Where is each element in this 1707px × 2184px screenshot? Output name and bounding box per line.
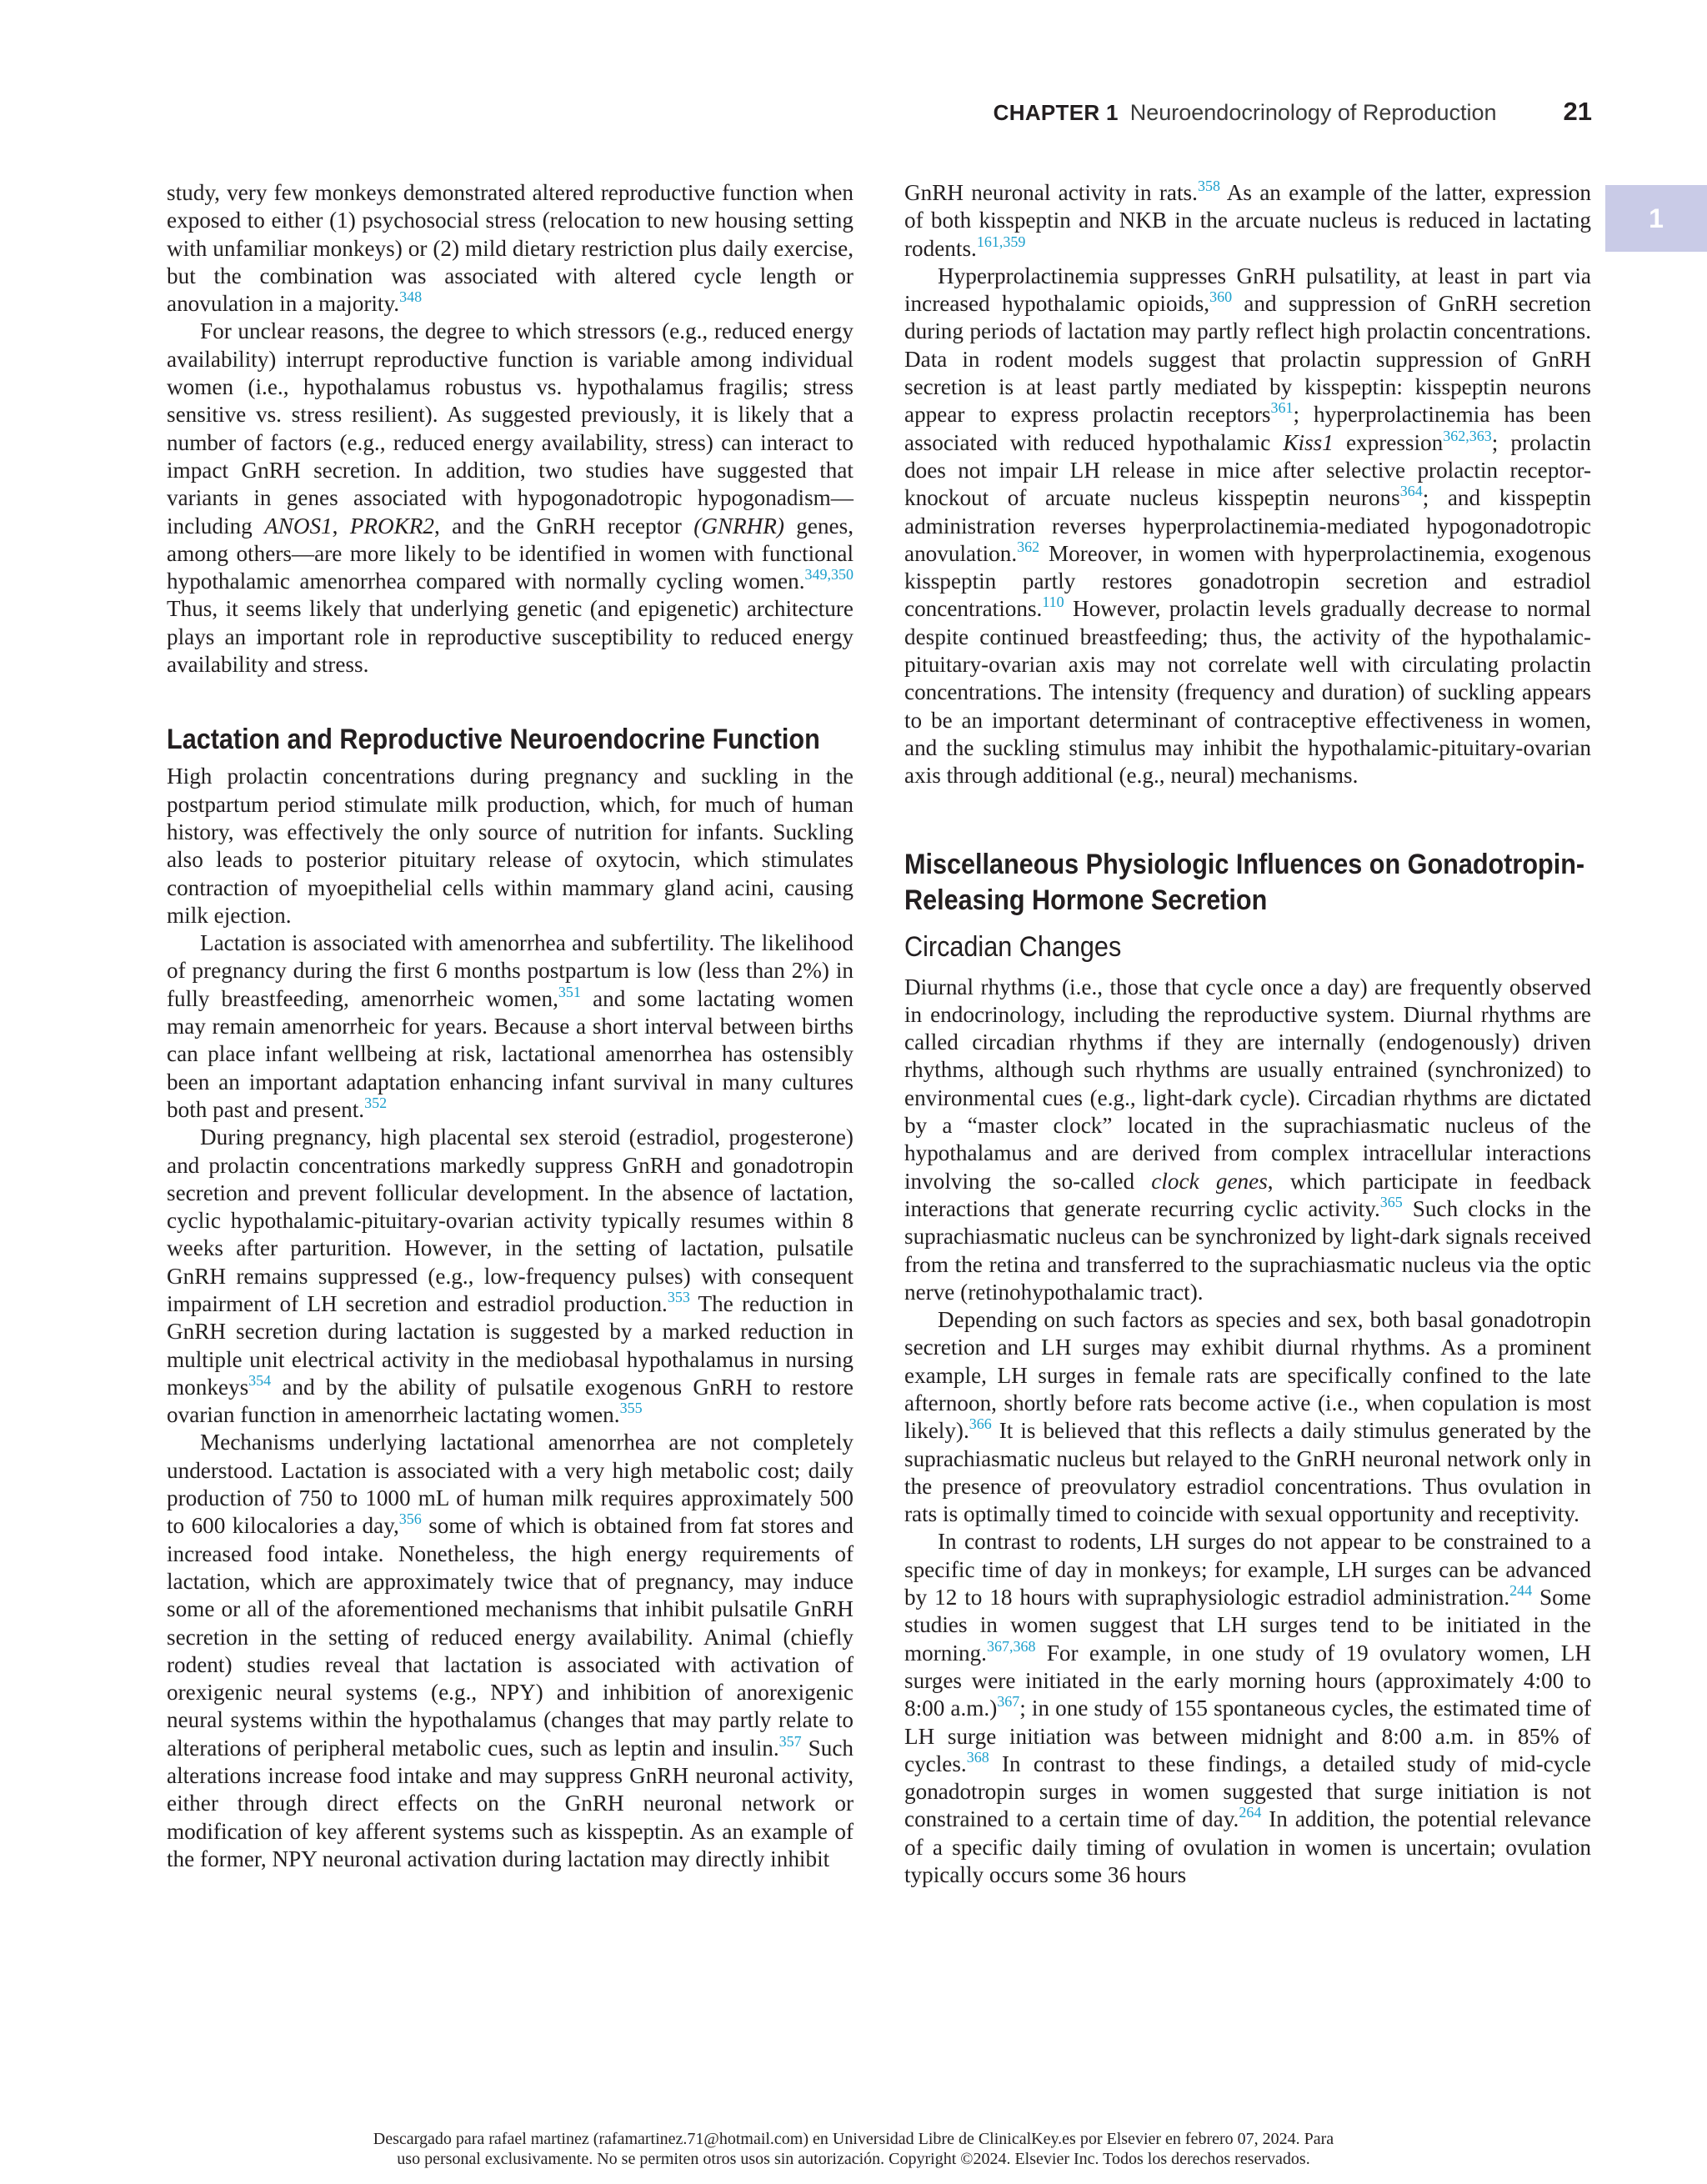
right-column bbox=[904, 179, 1591, 1889]
left-column bbox=[167, 179, 854, 1873]
citation-link[interactable]: 351 bbox=[558, 983, 581, 1000]
citation-link[interactable]: 355 bbox=[619, 1400, 643, 1417]
paragraph: Hyperprolactinemia suppresses GnRH pulsatility, at least in part via increased hypothalamic opioids,$^{360}$ and suppression of GnRH secretion during periods of lactation may partly reflect high prolactin concentrations. Data in rodent models suggest that prolactin suppression of GnRH secretion is at least partly mediated by kisspeptin: kisspeptin neurons appear to express prolactin receptors$^{361}$; hyperprolactinemia has been associated with reduced hypothalamic Kiss1 expression$^{362,363}$; prolactin does not impair LH release in mice after selective prolactin receptor-knockout of arcuate nucleus kisspeptin neurons$^{364}$; and kisspeptin administration reverses hyperprolactinemia-mediated hypogonadotropic anovulation.$^{362}$ Moreover, in women with hyperprolactinemia, exogenous kisspeptin partly restores gonadotropin secretion and estradiol concentrations.$^{110}$ However, prolactin levels gradually decrease to normal despite continued breastfeeding; thus, the activity of the hypothalamic-pituitary-ovarian axis may not correlate well with circulating prolactin concentrations. The intensity (frequency and duration) of suckling appears to be an important determinant of contraceptive effectiveness in women, and the suckling stimulus may inhibit the hypothalamic-pituitary-ovarian axis through additional (e.g., neural) mechanisms. bbox=[904, 263, 1592, 789]
paragraph: For unclear reasons, the degree to which stressors (e.g., reduced energy availability) interrupt reproductive function is variable among individual women (i.e., hypothalamus robustus vs. hypothalamus fragilis; stress sensitive vs. stress resilient). As suggested previously, it is likely that a number of factors (e.g., reduced energy availability, stress) can interact to impact GnRH secretion. In addition, two studies have suggested that variants in genes associated with hypogonadotropic hypogonadism—including ANOS1, PROKR2, and the GnRH receptor (GNRHR) genes, among others—are more likely to be identified in women with functional hypothalamic amenorrhea compared with normally cycling women.$^{349,350}$ Thus, it seems likely that underlying genetic (and epigenetic) architecture plays an important role in reproductive susceptibility to reduced energy availability and stress. bbox=[167, 318, 854, 678]
paragraph: Mechanisms underlying lactational amenorrhea are not completely understood. Lactation is associated with a very high metabolic cost; daily production of 750 to 1000 mL of human milk requires approximately 500 to 600 kilocalories a day,$^{356}$ some of which is obtained from fat stores and increased food intake. Nonetheless, the high energy requirements of lactation, which are approximately twice that of pregnancy, may induce some or all of the aforementioned mechanisms that inhibit pulsatile GnRH secretion in the setting of reduced energy availability. Animal (chiefly rodent) studies reveal that lactation is associated with activation of orexigenic neural systems (e.g., NPY) and inhibition of anorexigenic neural systems within the hypothalamus (changes that may partly relate to alterations of peripheral metabolic cues, such as leptin and insulin.$^{357}$ Such alterations increase food intake and may suppress GnRH neuronal activity, either through direct effects on the GnRH neuronal network or modification of key afferent systems such as kisspeptin. As an example of the former, NPY neuronal activation during lactation may directly inhibit bbox=[167, 1430, 854, 1871]
paragraph: Diurnal rhythms (i.e., those that cycle once a day) are frequently observed in endocrinology, including the reproductive system. Diurnal rhythms are called circadian rhythms if they are internally (endogenously) driven rhythms, although such rhythms are usually entrained (synchronized) to environmental cues (e.g., light-dark cycle). Circadian rhythms are dictated by a “master clock” located in the suprachiasmatic nucleus of the hypothalamus and are derived from complex intracellular interactions involving the so-called clock genes, which participate in feedback interactions that generate recurring cyclic activity.$^{365}$ Such clocks in the suprachiasmatic nucleus can be synchronized by light-dark signals received from the retina and transferred to the suprachiasmatic nucleus via the optic nerve (retinohypothalamic tract). bbox=[904, 974, 1591, 1305]
citation-link[interactable]: 353 bbox=[667, 1288, 690, 1305]
citation-link[interactable]: 161,359 bbox=[976, 233, 1026, 250]
download-notice-footer bbox=[250, 2129, 1457, 2169]
citation-link[interactable]: 364 bbox=[1399, 483, 1423, 500]
citation-link[interactable]: 360 bbox=[1209, 288, 1233, 306]
paragraph: High prolactin concentrations during pregnancy and suckling in the postpartum period stimulate milk production, which, for much of human history, was effectively the only source of nutrition for infants. Suckling also leads to posterior pituitary release of oxytocin, which stimulates contraction of myoepithelial cells within mammary gland acini, causing milk ejection. bbox=[167, 764, 854, 928]
citation-link[interactable]: 348 bbox=[399, 288, 423, 306]
footer-line: Descargado para rafael martinez (rafamartinez.71@hotmail.com) en Universidad Libre de ClinicalKey.es por Elsevier en febrero 07, 2024. Para bbox=[373, 2130, 1334, 2148]
paragraph: GnRH neuronal activity in rats.$^{358}$ As an example of the latter, expression of both kisspeptin and NKB in the arcuate nucleus is reduced in lactating rodents.$^{161,359}$ bbox=[904, 178, 1591, 261]
citation-link[interactable]: 110 bbox=[1042, 594, 1064, 611]
paragraph: study, very few monkeys demonstrated altered reproductive function when exposed to either (1) psychosocial stress (relocation to new housing setting with unfamiliar monkeys) or (2) mild dietary restriction plus daily exercise, but the combination was associated with altered cycle length or anovulation in a majority.$^{348}$ bbox=[167, 180, 854, 317]
chapter-title: Neuroendocrinology of Reproduction bbox=[1129, 100, 1497, 125]
citation-link[interactable]: 356 bbox=[398, 1510, 422, 1528]
paragraph: Depending on such factors as species and sex, both basal gonadotropin secretion and LH surges may exhibit diurnal rhythms. As a prominent example, LH surges in female rats are specifically confined to the late afternoon, shortly before rats become active (i.e., when copulation is most likely).$^{366}$ It is believed that this reflects a daily stimulus generated by the suprachiasmatic nucleus but relayed to the GnRH neuronal network only in the presence of preovulatory estradiol concentrations. Thus ovulation in rats is optimally timed to coincide with sexual opportunity and receptivity. bbox=[904, 1307, 1591, 1527]
citation-link[interactable]: 365 bbox=[1379, 1193, 1403, 1210]
running-header bbox=[984, 97, 1592, 133]
citation-link[interactable]: 244 bbox=[1509, 1582, 1533, 1600]
citation-link[interactable]: 368 bbox=[966, 1748, 989, 1766]
citation-link[interactable]: 362,363 bbox=[1443, 427, 1492, 444]
citation-link[interactable]: 352 bbox=[364, 1094, 388, 1111]
citation-link[interactable]: 358 bbox=[1197, 178, 1220, 194]
citation-link[interactable]: 357 bbox=[778, 1732, 802, 1750]
citation-link[interactable]: 361 bbox=[1270, 399, 1294, 417]
paragraph: Lactation is associated with amenorrhea and subfertility. The likelihood of pregnancy during the first 6 months postpartum is low (less than 2%) in fully breastfeeding, amenorrheic women,$^{351}$ and some lactating women may remain amenorrheic for years. Because a short interval between births can place infant wellbeing at risk, lactational amenorrhea has ostensibly been an important adaptation enhancing infant survival in many cultures both past and present.$^{352}$ bbox=[167, 930, 854, 1122]
page-number: 21 bbox=[1563, 97, 1592, 126]
paragraph: During pregnancy, high placental sex steroid (estradiol, progesterone) and prolactin concentrations markedly suppress GnRH and gonadotropin secretion and prevent follicular development. In the absence of lactation, cyclic hypothalamic-pituitary-ovarian activity typically resumes within 8 weeks after parturition. However, in the setting of lactation, pulsatile GnRH remains suppressed (e.g., low-frequency pulses) with consequent impairment of LH secretion and estradiol production.$^{353}$ The reduction in GnRH secretion during lactation is suggested by a marked reduction in multiple unit electrical activity in the mediobasal hypothalamus in nursing monkeys$^{354}$ and by the ability of pulsatile exogenous GnRH to restore ovarian function in amenorrheic lactating women.$^{355}$ bbox=[167, 1125, 854, 1428]
section-heading: Lactation and Reproductive Neuroendocrine Function bbox=[167, 724, 820, 756]
citation-link[interactable]: 362 bbox=[1017, 538, 1040, 555]
paragraph: In contrast to rodents, LH surges do not appear to be constrained to a specific time of day in monkeys; for example, LH surges can be advanced by 12 to 18 hours with supraphysiologic estradiol administration.$^{244}$ Some studies in women suggest that LH surges tend to be initiated in the morning.$^{367,368}$ For example, in one study of 19 ovulatory women, LH surges were initiated in the early morning hours (approximately 4:00 to 8:00 a.m.)$^{367}$; in one study of 155 spontaneous cycles, the estimated time of LH surge initiation was between midnight and 8:00 a.m. in 85% of cycles.$^{368}$ In contrast to these findings, a detailed study of mid-cycle gonadotropin surges in women suggested that surge initiation is not constrained to a certain time of day.$^{264}$ In addition, the potential relevance of a specific daily timing of ovulation in women is uncertain; ovulation typically occurs some 36 hours bbox=[904, 1529, 1591, 1888]
subsection-heading: Circadian Changes bbox=[904, 930, 1122, 963]
chapter-side-tab: 1 bbox=[1605, 185, 1707, 252]
citation-link[interactable]: 366 bbox=[969, 1415, 992, 1433]
citation-link[interactable]: 367,368 bbox=[986, 1637, 1036, 1655]
citation-link[interactable]: 349,350 bbox=[804, 566, 854, 584]
chapter-label: CHAPTER 1 bbox=[993, 100, 1119, 125]
footer-line: uso personal exclusivamente. No se permiten otros usos sin autorización. Copyright ©2024. Elsevier Inc. Todos los derechos reservados. bbox=[397, 2150, 1310, 2168]
citation-link[interactable]: 367 bbox=[997, 1693, 1020, 1711]
citation-link[interactable]: 354 bbox=[248, 1371, 272, 1389]
citation-link[interactable]: 264 bbox=[1239, 1804, 1262, 1821]
section-heading: Miscellaneous Physiologic Influences on Gonadotropin-Releasing Hormone Secretion bbox=[904, 848, 1585, 916]
